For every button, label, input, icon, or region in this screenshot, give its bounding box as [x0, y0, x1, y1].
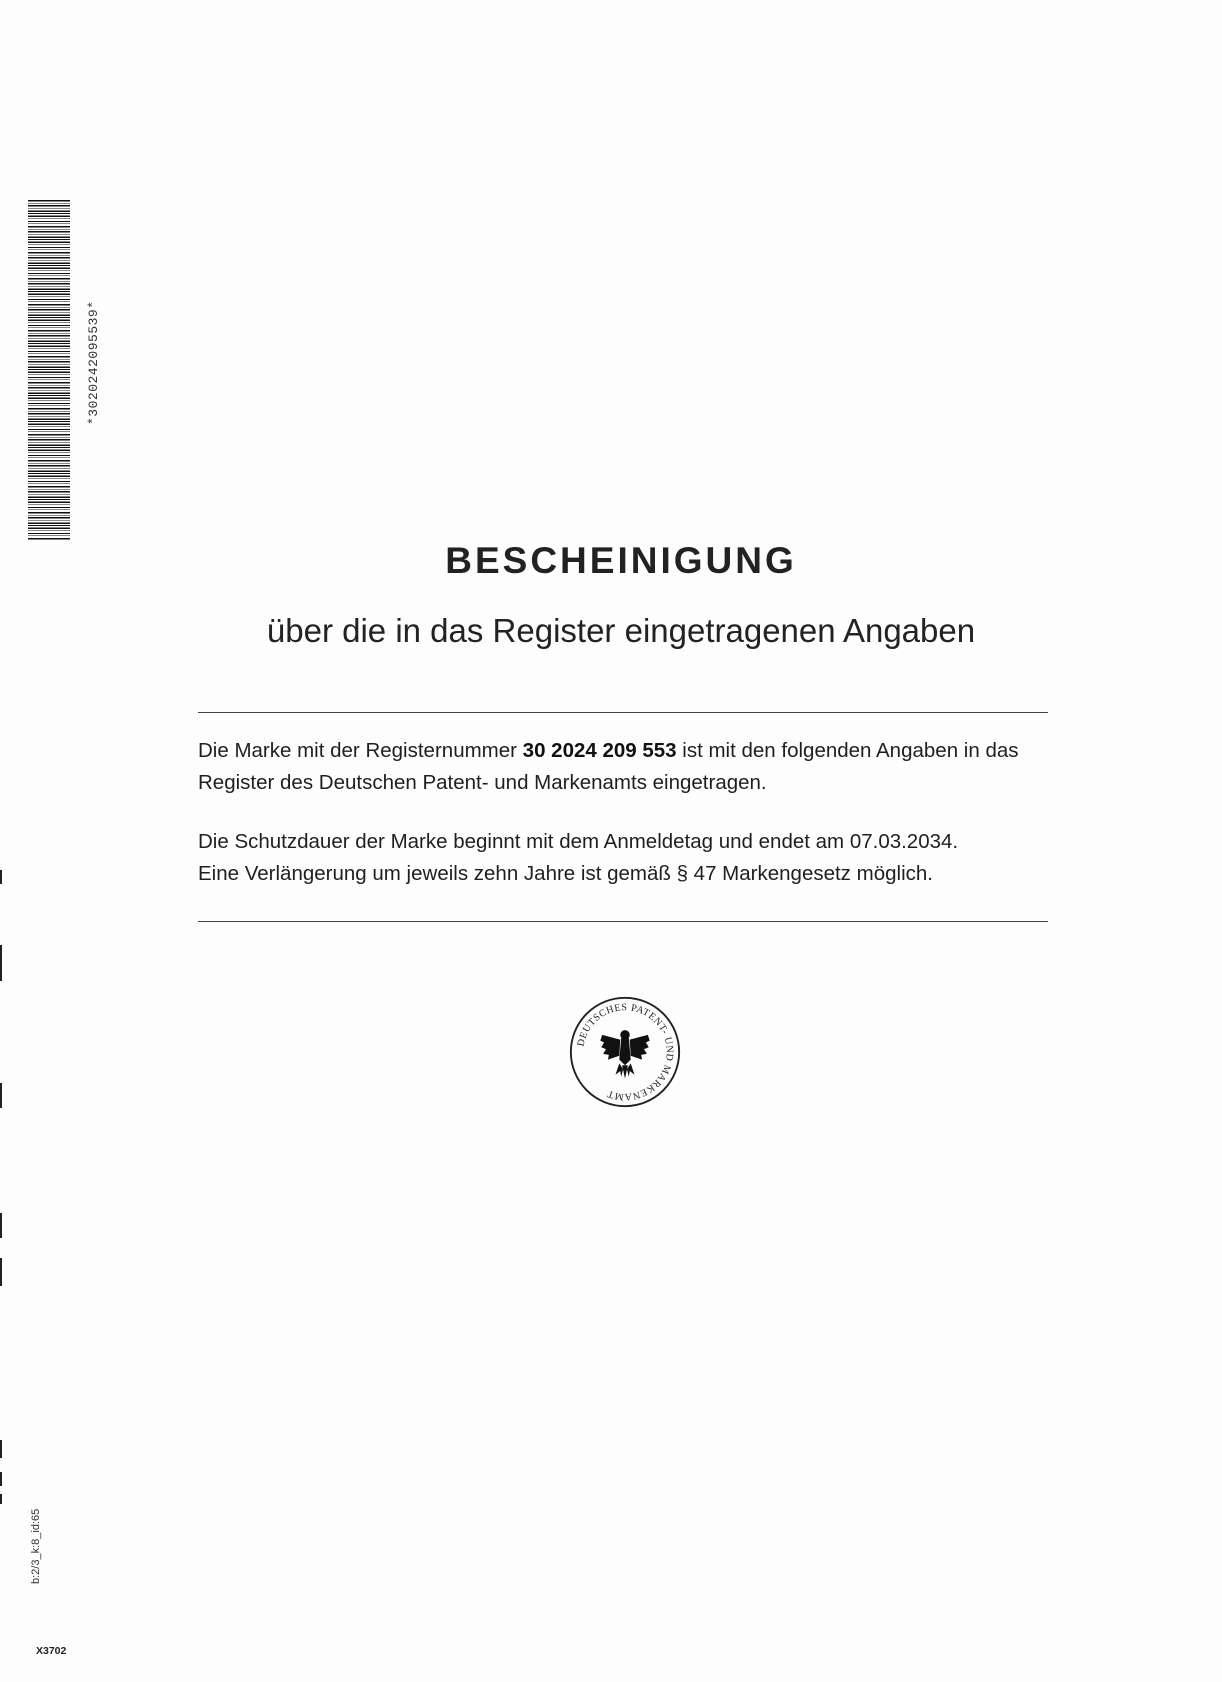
official-seal — [568, 995, 682, 1109]
barcode-number: *3020242095539* — [86, 300, 101, 425]
divider-bottom — [198, 921, 1048, 922]
federal-eagle-icon — [600, 1030, 649, 1078]
protection-duration-line: Die Schutzdauer der Marke beginnt mit dem Anmeldetag und endet am 07.03.2034. — [198, 830, 959, 853]
margin-mark — [0, 870, 2, 884]
registration-paragraph — [198, 735, 1058, 799]
registration-text-start: Die Marke mit der Registernummer — [198, 739, 523, 762]
margin-mark — [0, 1472, 2, 1486]
document-subtitle: über die in das Register eingetragenen Angaben — [266, 612, 976, 649]
document-title: BESCHEINIGUNG — [445, 540, 797, 581]
divider-top — [198, 712, 1048, 713]
seal-text: DEUTSCHES PATENT- UND MARKENAMT — [575, 1002, 675, 1102]
margin-mark — [0, 1258, 2, 1286]
form-code: X3702 — [36, 1645, 67, 1657]
scan-batch-code: b:2/3_k:8_id:65 — [30, 1508, 42, 1584]
renewal-line: Eine Verlängerung um jeweils zehn Jahre ist gemäß § 47 Markengesetz möglich. — [198, 862, 933, 885]
margin-mark — [0, 1440, 2, 1458]
protection-paragraph — [198, 826, 1058, 890]
register-number: 30 2024 209 553 — [522, 739, 677, 762]
margin-mark — [0, 1494, 2, 1504]
margin-mark — [0, 1083, 2, 1108]
margin-mark — [0, 945, 2, 981]
barcode — [28, 200, 70, 540]
margin-mark — [0, 1213, 2, 1238]
registration-text-end: ist mit den folgenden Angaben in das Register des Deutschen Patent- und Markenamts eingetragen. — [198, 739, 1019, 794]
